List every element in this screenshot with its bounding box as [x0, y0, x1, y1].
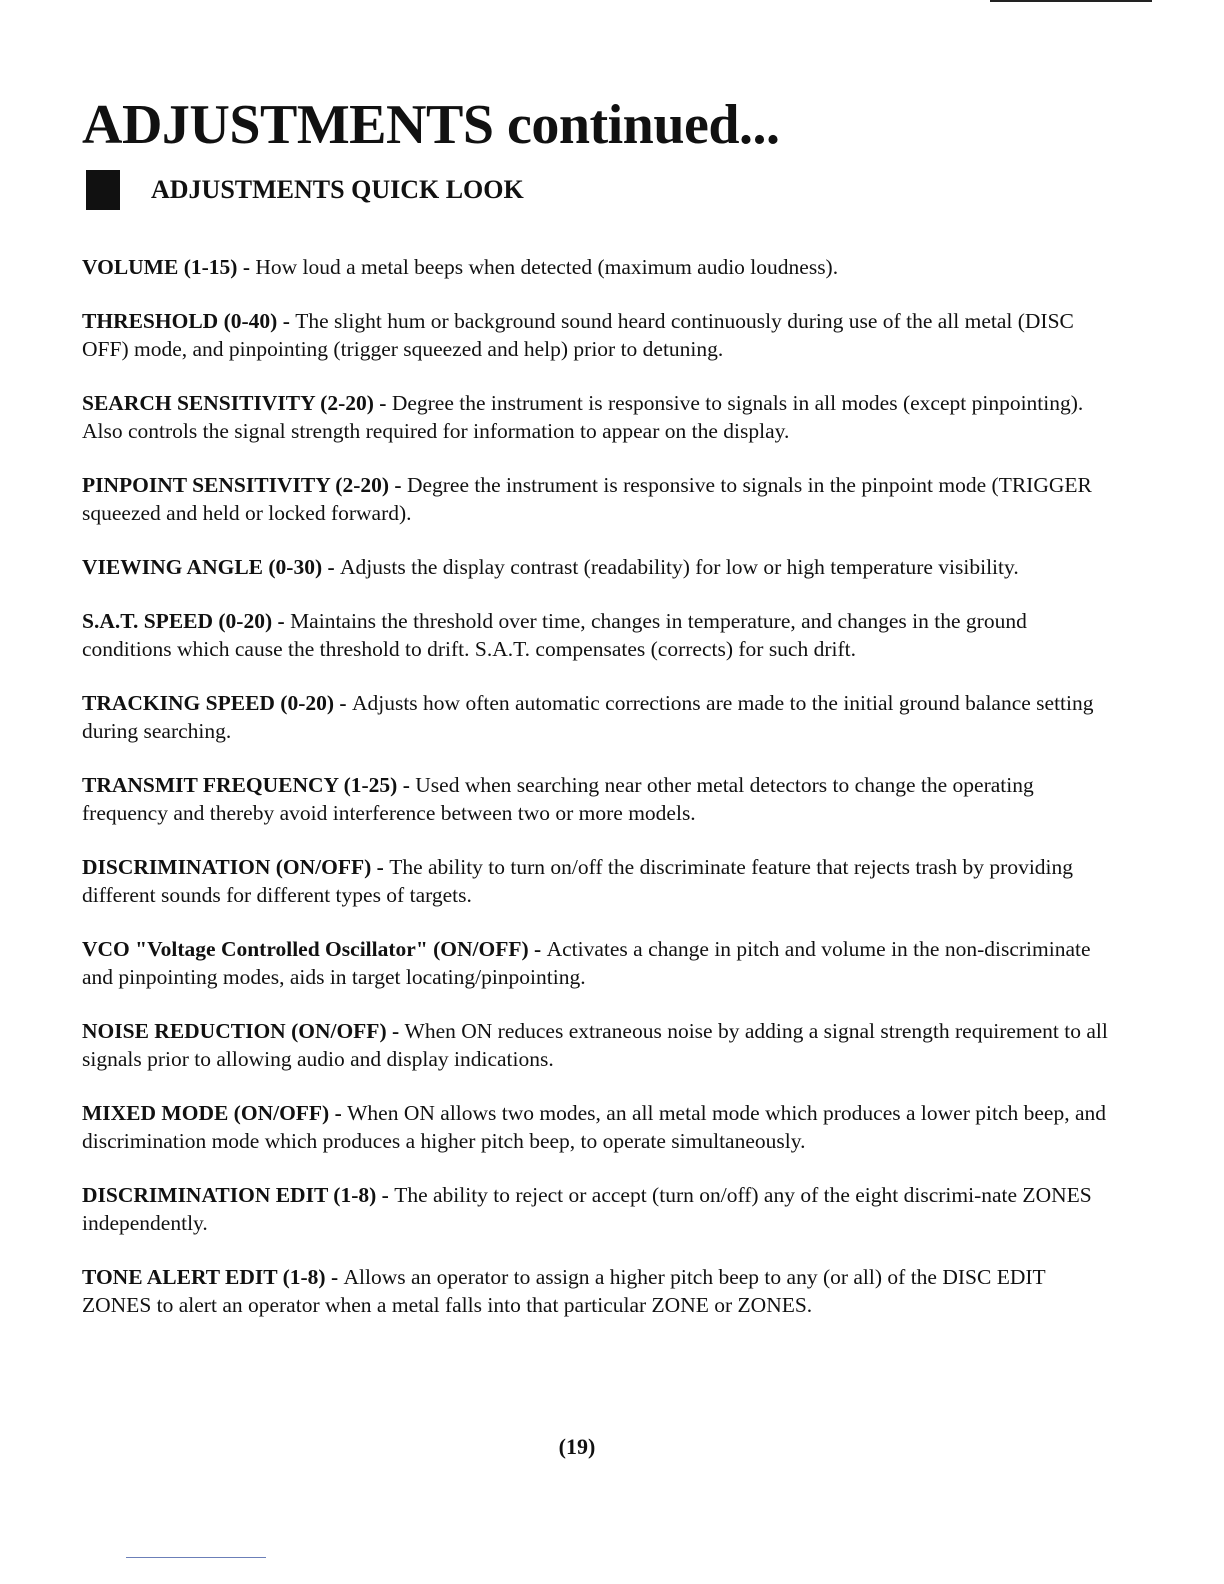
- entry-description: The slight hum or background sound heard continuously during use of the all metal (DISC OFF) mode, and pinpointing (trigger squeezed and help) prior to detuning.: [82, 309, 1074, 361]
- square-bullet-icon: [86, 170, 120, 210]
- entry-description: The ability to turn on/off the discriminate feature that rejects trash by providing different sounds for different types of targets.: [82, 855, 1074, 907]
- entry-separator: -: [397, 773, 416, 797]
- entry-description: When ON reduces extraneous noise by adding a signal strength requirement to all signals prior to allowing audio and display indications.: [82, 1019, 1108, 1071]
- top-edge-rule: [990, 0, 1152, 2]
- entry-volume: [82, 253, 1110, 281]
- entry-term: PINPOINT SENSITIVITY (2-20): [82, 473, 390, 497]
- entry-separator: -: [389, 473, 407, 497]
- entry-tone-alert-edit: [82, 1263, 1110, 1319]
- entry-pinpoint-sensitivity: [82, 471, 1110, 527]
- entry-separator: -: [277, 309, 296, 333]
- entry-transmit-frequency: [82, 771, 1110, 827]
- entry-threshold: [82, 307, 1110, 363]
- entry-term: TRACKING SPEED (0-20): [82, 691, 335, 715]
- entry-separator: -: [237, 255, 256, 279]
- entry-separator: -: [329, 1101, 348, 1125]
- entry-description: Adjusts the display contrast (readability) for low or high temperature visibility.: [340, 555, 1019, 579]
- adjustments-list: [82, 253, 1110, 1345]
- entry-description: Allows an operator to assign a higher pitch beep to any (or all) of the DISC EDIT ZONES to alert an operator when a metal falls into that particular ZONE or ZONES.: [82, 1265, 1046, 1317]
- entry-term: DISCRIMINATION (ON/OFF): [82, 855, 372, 879]
- entry-separator: -: [376, 1183, 395, 1207]
- entry-term: SEARCH SENSITIVITY (2-20): [82, 391, 374, 415]
- entry-viewing-angle: [82, 553, 1110, 581]
- entry-discrimination: [82, 853, 1110, 909]
- entry-term: VIEWING ANGLE (0-30): [82, 555, 323, 579]
- entry-separator: -: [528, 937, 547, 961]
- entry-search-sensitivity: [82, 389, 1110, 445]
- entry-mixed-mode: [82, 1099, 1110, 1155]
- entry-description: Degree the instrument is responsive to signals in the pinpoint mode (TRIGGER squeezed and held or locked forward).: [82, 473, 1092, 525]
- entry-term: THRESHOLD (0-40): [82, 309, 278, 333]
- entry-description: Degree the instrument is responsive to signals in all modes (except pinpointing). Also controls the signal strength required for information to appear on the display.: [82, 391, 1084, 443]
- entry-separator: -: [322, 555, 341, 579]
- entry-term: TONE ALERT EDIT (1-8): [82, 1265, 326, 1289]
- entry-discrimination-edit: [82, 1181, 1110, 1237]
- entry-term: MIXED MODE (ON/OFF): [82, 1101, 330, 1125]
- entry-term: VCO "Voltage Controlled Oscillator" (ON/OFF): [82, 937, 529, 961]
- entry-description: Activates a change in pitch and volume in the non-discriminate and pinpointing modes, aids in target locating/pinpointing.: [82, 937, 1091, 989]
- entry-term: TRANSMIT FREQUENCY (1-25): [82, 773, 398, 797]
- entry-description: When ON allows two modes, an all metal mode which produces a lower pitch beep, and discrimination mode which produces a higher pitch beep, to operate simultaneously.: [82, 1101, 1106, 1153]
- bottom-edge-rule: [126, 1557, 266, 1558]
- entry-separator: -: [371, 855, 390, 879]
- entry-term: NOISE REDUCTION (ON/OFF): [82, 1019, 387, 1043]
- entry-term: S.A.T. SPEED (0-20): [82, 609, 273, 633]
- section-title: ADJUSTMENTS QUICK LOOK: [151, 175, 524, 204]
- entry-description: How loud a metal beeps when detected (maximum audio loudness).: [255, 255, 839, 279]
- entry-description: Maintains the threshold over time, changes in temperature, and changes in the ground conditions which cause the threshold to drift. S.A.T. compensates (corrects) for such drift.: [82, 609, 1027, 661]
- entry-term: VOLUME (1-15): [82, 255, 238, 279]
- entry-separator: -: [386, 1019, 405, 1043]
- entry-separator: -: [334, 691, 352, 715]
- entry-separator: -: [272, 609, 291, 633]
- entry-description: Used when searching near other metal detectors to change the operating frequency and thereby avoid interference between two or more models.: [82, 773, 1034, 825]
- entry-description: The ability to reject or accept (turn on/off) any of the eight discrimi-nate ZONES independently.: [82, 1183, 1092, 1235]
- entry-description: Adjusts how often automatic corrections are made to the initial ground balance setting during searching.: [82, 691, 1094, 743]
- entry-term: DISCRIMINATION EDIT (1-8): [82, 1183, 377, 1207]
- entry-tracking-speed: [82, 689, 1110, 745]
- entry-vco: [82, 935, 1110, 991]
- section-heading: [86, 170, 524, 210]
- page-title: ADJUSTMENTS continued...: [82, 94, 780, 156]
- entry-sat-speed: [82, 607, 1110, 663]
- entry-noise-reduction: [82, 1017, 1110, 1073]
- entry-separator: -: [325, 1265, 344, 1289]
- entry-separator: -: [373, 391, 392, 415]
- page-number: (19): [558, 1434, 596, 1459]
